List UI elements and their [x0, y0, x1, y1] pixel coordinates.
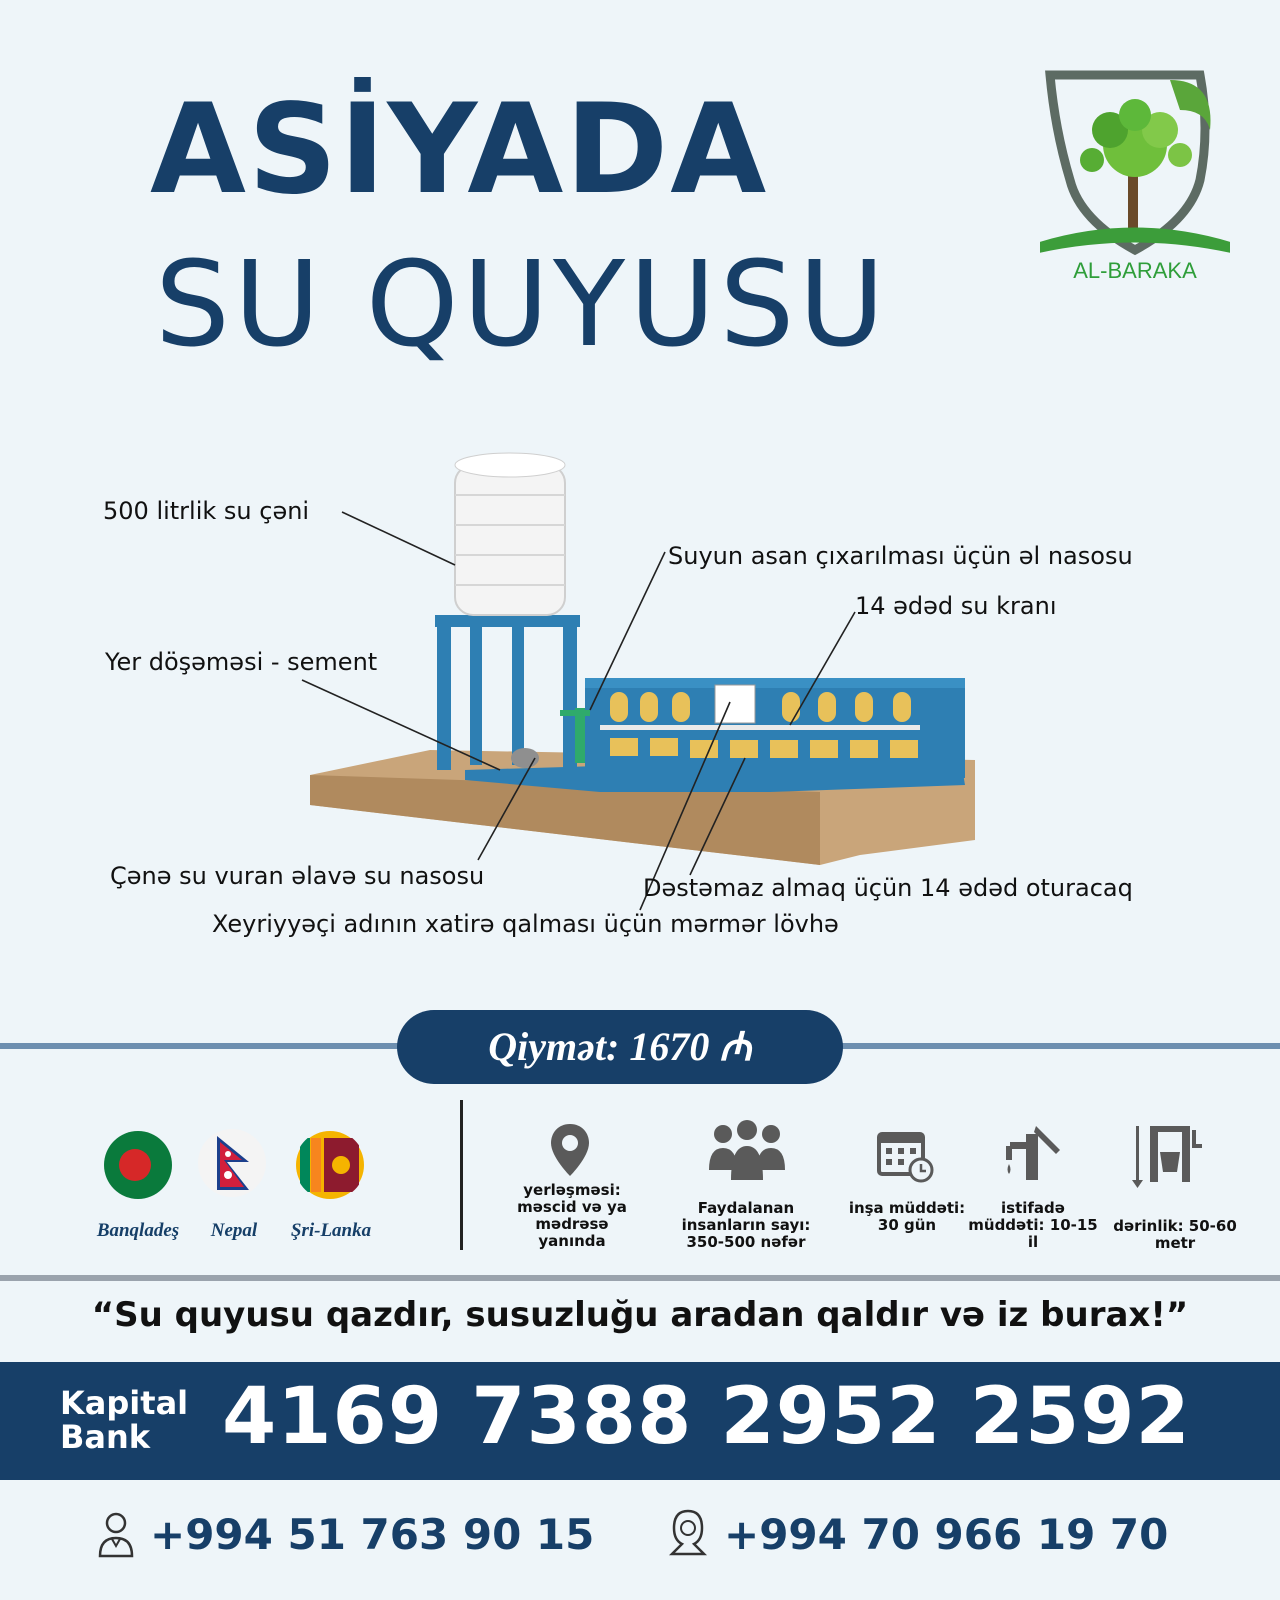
country-label-nepal: Nepal [210, 1220, 258, 1241]
woman-user-icon [668, 1508, 708, 1558]
info-location: yerləşməsi: məscid və ya mədrəsə yanında [517, 1181, 627, 1250]
label-hand-pump: Suyun asan çıxarılması üçün əl nasosu [668, 542, 1133, 570]
label-extra-pump: Çənə su vuran əlavə su nasosu [110, 862, 485, 890]
info-beneficiaries: Faydalanan insanların sayı: 350-500 nəfər [681, 1199, 811, 1251]
title-line-1: ASİYADA [150, 78, 769, 222]
vertical-divider [460, 1100, 463, 1250]
water-pump-icon [1000, 1120, 1064, 1182]
bank-name [60, 1386, 188, 1454]
label-water-tank: 500 litrlik su çəni [103, 497, 310, 525]
phone-number-2[interactable]: +994 70 966 19 70 [724, 1510, 1169, 1559]
calendar-icon [876, 1126, 936, 1184]
label-water-taps: 14 ədəd su kranı [855, 592, 1057, 620]
label-marble-plaque: Xeyriyyəçi adının xatirə qalması üçün mərmər lövhə [212, 910, 839, 938]
sri-lanka-flag-icon [295, 1130, 365, 1200]
price-badge: Qiymət: 1670 ₼ [397, 1010, 843, 1084]
bangladesh-flag-icon [103, 1130, 173, 1200]
bank-card-number: 4169 7388 2952 2592 [222, 1372, 1191, 1462]
label-ablution-seats: Dəstəmaz almaq üçün 14 ədəd oturacaq [643, 874, 1133, 902]
bank-name-line-1: Kapital [60, 1384, 189, 1422]
info-build-time: inşa müddəti: 30 gün [848, 1199, 966, 1234]
phone-number-1[interactable]: +994 51 763 90 15 [150, 1510, 595, 1559]
nepal-flag-icon [197, 1128, 267, 1198]
people-icon [705, 1120, 789, 1182]
al-baraka-logo [1040, 70, 1230, 290]
well-depth-icon [1132, 1122, 1214, 1190]
country-label-bangladesh: Banqladeş [96, 1220, 180, 1241]
logo-text: AL-BARAKA [1073, 258, 1197, 283]
man-user-icon [96, 1510, 136, 1558]
section-divider [0, 1275, 1280, 1281]
location-pin-icon [548, 1122, 592, 1178]
country-label-sri-lanka: Şri-Lanka [290, 1220, 372, 1241]
bank-name-line-2: Bank [60, 1418, 151, 1456]
title-line-2: SU QUYUSU [155, 235, 889, 373]
info-lifespan: istifadə müddəti: 10-15 il [968, 1199, 1098, 1251]
slogan-quote: “Su quyusu qazdır, susuzluğu aradan qaldır və iz burax!” [91, 1295, 1189, 1335]
info-depth: dərinlik: 50-60 metr [1113, 1217, 1237, 1252]
label-cement-floor: Yer döşəməsi - sement [105, 648, 378, 676]
